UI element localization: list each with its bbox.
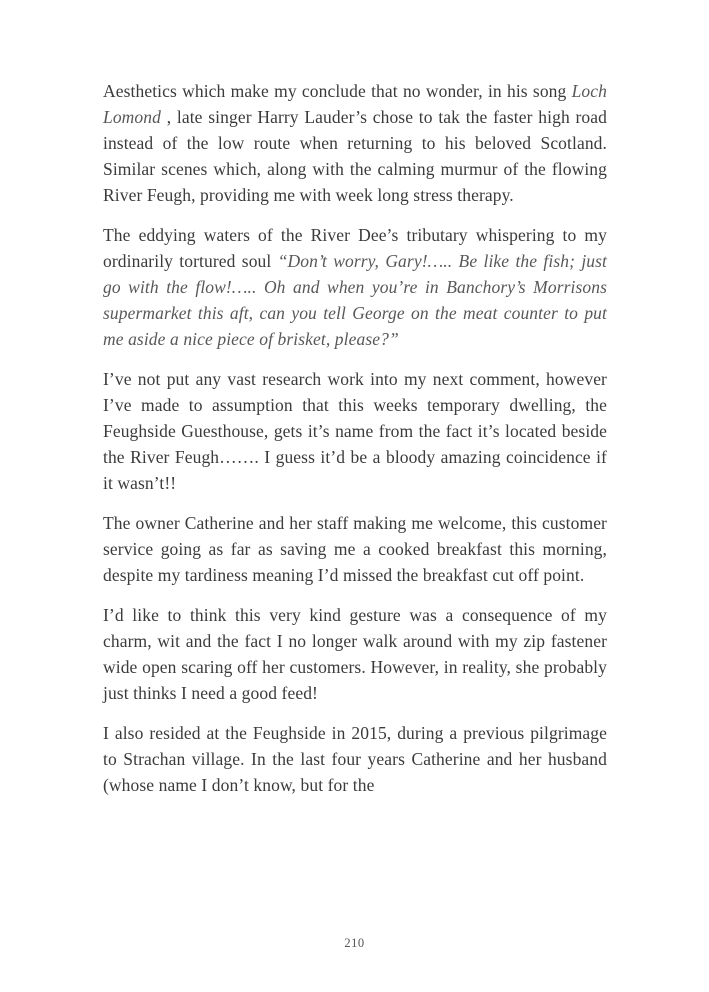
text-segment: I’ve not put any vast research work into my next comment, however I’ve made to assumption that this weeks temporary dwelling, the Feughside Guesthouse, gets it’s name from the fact it’s located beside the River Feugh……. I guess it’d be a bloody amazing coincidence if it wasn’t!!: [103, 369, 607, 493]
text-segment: , late singer Harry Lauder’s chose to tak the faster high road instead of the low route when returning to his beloved Scotland. Similar scenes which, along with the calming murmur of the flowing River Feugh, providing me with week long stress therapy.: [103, 107, 607, 205]
paragraph-2: [103, 222, 607, 352]
paragraph-3: [103, 366, 607, 496]
italic-text-segment: Loch Lomond: [103, 81, 607, 127]
paragraph-4: [103, 510, 607, 588]
paragraph-6: [103, 720, 607, 798]
page-number: 210: [344, 936, 365, 950]
text-segment: The eddying waters of the River Dee’s tributary whispering to my ordinarily tortured soul: [103, 225, 607, 271]
page-body: [103, 78, 607, 812]
text-segment: I also resided at the Feughside in 2015, during a previous pilgrimage to Strachan village. In the last four years Catherine and her husband (whose name I don’t know, but for the: [103, 723, 607, 795]
text-segment: Aesthetics which make my conclude that no wonder, in his song: [103, 81, 572, 101]
paragraph-1: [103, 78, 607, 208]
italic-text-segment: “Don’t worry, Gary!….. Be like the fish; just go with the flow!….. Oh and when you’re in Banchory’s Morrisons supermarket this aft, can you tell George on the meat counter to put me aside a nice piece of brisket, please?”: [103, 251, 608, 349]
text-segment: I’d like to think this very kind gesture was a consequence of my charm, wit and the fact I no longer walk around with my zip fastener wide open scaring off her customers. However, in reality, she probably just thinks I need a good feed!: [103, 605, 607, 703]
paragraph-5: [103, 602, 607, 706]
text-segment: The owner Catherine and her staff making me welcome, this customer service going as far as saving me a cooked breakfast this morning, despite my tardiness meaning I’d missed the breakfast cut off point.: [103, 513, 607, 585]
